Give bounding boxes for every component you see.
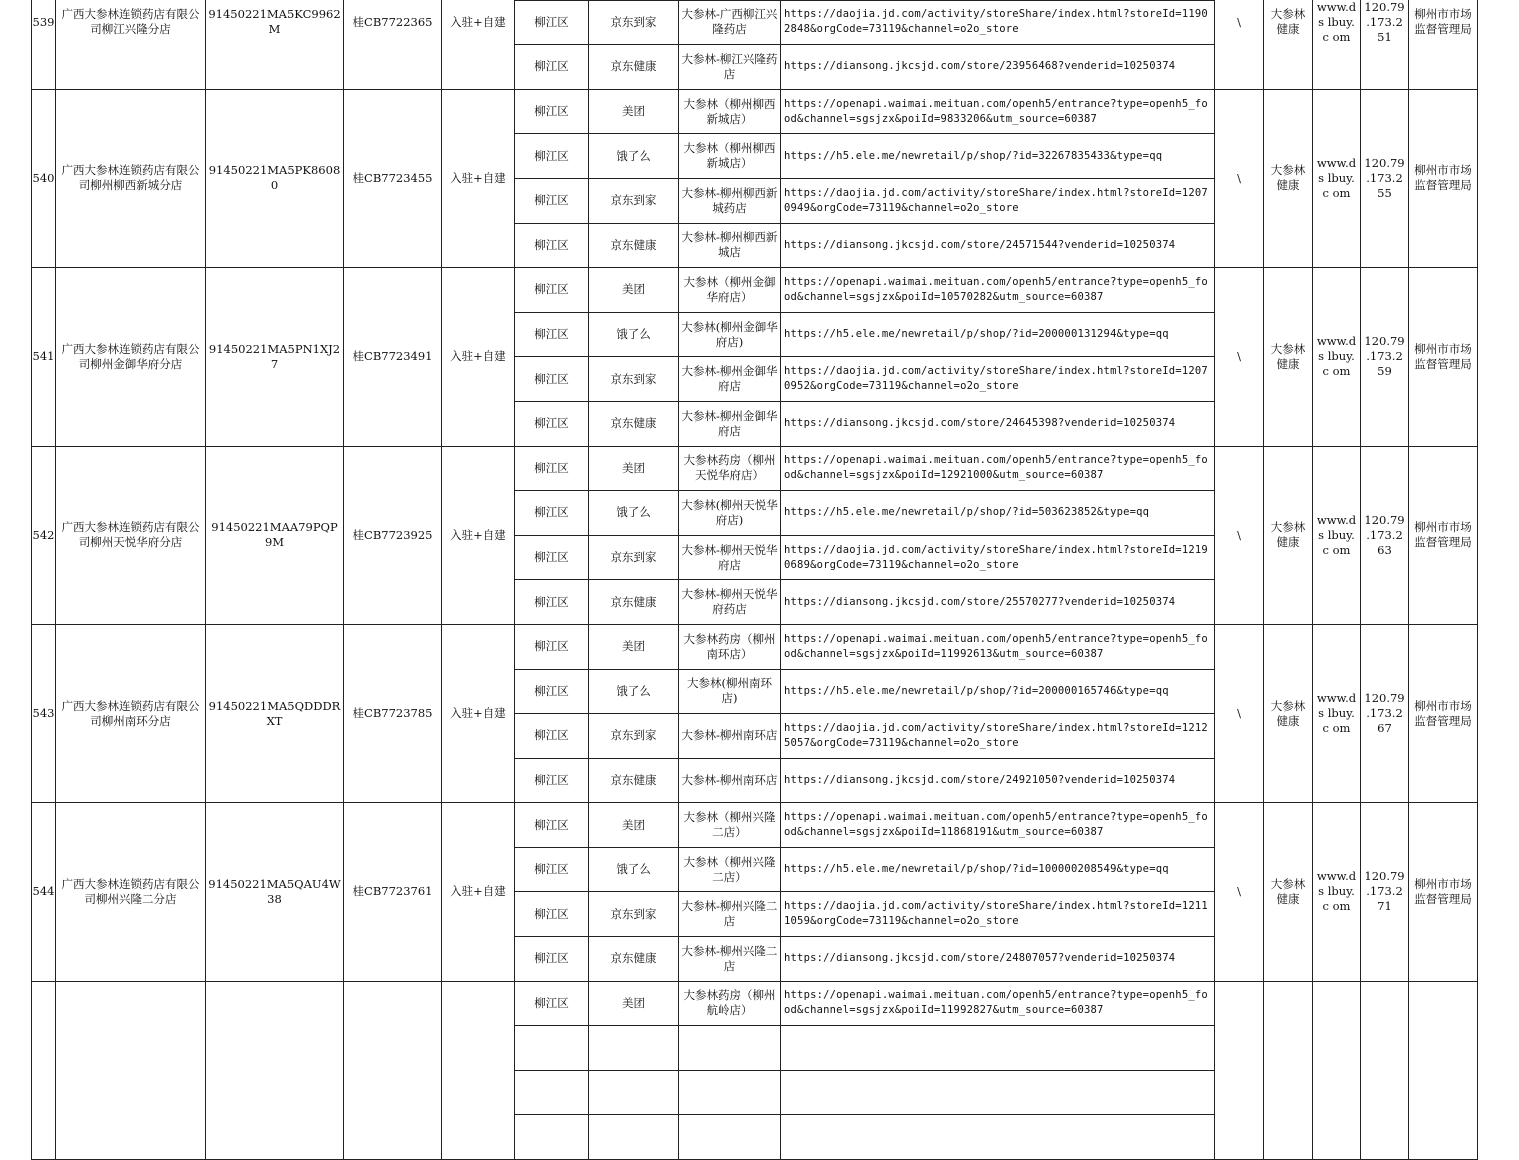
ip-address-cell: 120.79 .173.2 63 [1361, 446, 1409, 624]
store-name-cell: 大参林-柳江兴隆药店 [679, 45, 781, 90]
platform-cell: 饿了么 [589, 669, 679, 714]
district-cell: 柳江区 [515, 714, 589, 759]
store-name-cell: 大参林（柳州兴隆二店） [679, 847, 781, 892]
platform-cell: 京东健康 [589, 45, 679, 90]
credit-code-cell: 91450221MA5PK86080 [206, 89, 344, 267]
store-url-cell: https://daojia.jd.com/activity/storeShare/index.html?storeId=11902848&orgCode=73119&channel=o2o_store [781, 0, 1215, 45]
district-cell: 柳江区 [515, 89, 589, 134]
authority-cell: 柳州市市场监督管理局 [1409, 624, 1478, 802]
website-cell: www.ds lbuy.c om [1313, 89, 1361, 267]
platform-cell: 饿了么 [589, 134, 679, 179]
brand-cell: 大参林健康 [1264, 268, 1313, 446]
store-name-cell: 大参林(柳州南环店) [679, 669, 781, 714]
ip-address-cell [1361, 981, 1409, 1159]
store-name-cell: 大参林-柳州天悦华府药店 [679, 580, 781, 625]
store-url-cell: https://diansong.jkcsjd.com/store/24571544?venderid=10250374 [781, 223, 1215, 268]
district-cell: 柳江区 [515, 223, 589, 268]
license-number-cell: 桂CB7723925 [344, 446, 442, 624]
app-cell [1215, 981, 1264, 1159]
table-row [32, 981, 1478, 1026]
store-name-cell: 大参林(柳州金御华府店) [679, 312, 781, 357]
company-name-cell: 广西大参林连锁药店有限公司柳江兴隆分店 [56, 0, 206, 89]
credit-code-cell: 91450221MA5QDDDRXT [206, 624, 344, 802]
license-number-cell: 桂CB7723491 [344, 268, 442, 446]
store-url-cell: https://openapi.waimai.meituan.com/openh5/entrance?type=openh5_food&channel=sgsjzx&poiId=11868191&utm_source=60387 [781, 803, 1215, 848]
company-name-cell: 广西大参林连锁药店有限公司柳州天悦华府分店 [56, 446, 206, 624]
ip-address-cell: 120.79 .173.2 55 [1361, 89, 1409, 267]
platform-cell [589, 1115, 679, 1160]
store-url-cell: https://daojia.jd.com/activity/storeShare/index.html?storeId=12125057&orgCode=73119&channel=o2o_store [781, 714, 1215, 759]
row-number-cell [32, 981, 56, 1159]
platform-cell [589, 1070, 679, 1115]
platform-cell: 美团 [589, 803, 679, 848]
district-cell: 柳江区 [515, 357, 589, 402]
table-row [32, 446, 1478, 491]
store-url-cell: https://openapi.waimai.meituan.com/openh5/entrance?type=openh5_food&channel=sgsjzx&poiId=11992613&utm_source=60387 [781, 624, 1215, 669]
website-cell: www.ds lbuy.c om [1313, 624, 1361, 802]
company-name-cell: 广西大参林连锁药店有限公司柳州兴隆二分店 [56, 803, 206, 981]
store-name-cell: 大参林(柳州天悦华府店) [679, 491, 781, 536]
website-cell: www.ds lbuy.c om [1313, 803, 1361, 981]
pharmacy-listing-table [31, 0, 1478, 1160]
platform-cell: 美团 [589, 446, 679, 491]
license-number-cell: 桂CB7723761 [344, 803, 442, 981]
store-name-cell: 大参林-柳州柳西新城店 [679, 223, 781, 268]
app-cell: \ [1215, 89, 1264, 267]
store-name-cell [679, 1026, 781, 1071]
platform-cell: 饿了么 [589, 491, 679, 536]
store-url-cell [781, 1070, 1215, 1115]
district-cell: 柳江区 [515, 535, 589, 580]
district-cell: 柳江区 [515, 937, 589, 982]
company-name-cell: 广西大参林连锁药店有限公司柳州南环分店 [56, 624, 206, 802]
platform-cell: 饿了么 [589, 312, 679, 357]
table-row [32, 268, 1478, 313]
company-name-cell: 广西大参林连锁药店有限公司柳州金御华府分店 [56, 268, 206, 446]
store-url-cell [781, 1115, 1215, 1160]
store-url-cell: https://h5.ele.me/newretail/p/shop/?id=503623852&type=qq [781, 491, 1215, 536]
store-url-cell: https://h5.ele.me/newretail/p/shop/?id=200000131294&type=qq [781, 312, 1215, 357]
license-number-cell [344, 981, 442, 1159]
district-cell: 柳江区 [515, 847, 589, 892]
store-name-cell: 大参林-柳州兴隆二店 [679, 937, 781, 982]
brand-cell: 大参林健康 [1264, 446, 1313, 624]
platform-cell: 京东健康 [589, 401, 679, 446]
table-row [32, 89, 1478, 134]
ip-address-cell: 120.79 .173.2 71 [1361, 803, 1409, 981]
district-cell [515, 1070, 589, 1115]
platform-cell: 京东到家 [589, 178, 679, 223]
store-url-cell: https://openapi.waimai.meituan.com/openh5/entrance?type=openh5_food&channel=sgsjzx&poiId=11992827&utm_source=60387 [781, 981, 1215, 1026]
store-url-cell: https://openapi.waimai.meituan.com/openh5/entrance?type=openh5_food&channel=sgsjzx&poiId=9833206&utm_source=60387 [781, 89, 1215, 134]
store-name-cell: 大参林-广西柳江兴隆药店 [679, 0, 781, 45]
credit-code-cell: 91450221MA5PN1XJ27 [206, 268, 344, 446]
district-cell: 柳江区 [515, 0, 589, 45]
app-cell: \ [1215, 268, 1264, 446]
district-cell: 柳江区 [515, 803, 589, 848]
store-name-cell: 大参林（柳州柳西新城店） [679, 89, 781, 134]
row-number-cell: 542 [32, 446, 56, 624]
store-name-cell: 大参林-柳州兴隆二店 [679, 892, 781, 937]
app-cell: \ [1215, 624, 1264, 802]
operation-mode-cell: 入驻+自建 [442, 268, 515, 446]
store-name-cell: 大参林药房（柳州南环店） [679, 624, 781, 669]
store-url-cell: https://daojia.jd.com/activity/storeShare/index.html?storeId=12111059&orgCode=73119&channel=o2o_store [781, 892, 1215, 937]
store-name-cell: 大参林-柳州天悦华府店 [679, 535, 781, 580]
store-url-cell: https://diansong.jkcsjd.com/store/24645398?venderid=10250374 [781, 401, 1215, 446]
district-cell: 柳江区 [515, 45, 589, 90]
brand-cell: 大参林健康 [1264, 0, 1313, 89]
website-cell: www.ds lbuy.c om [1313, 268, 1361, 446]
store-name-cell: 大参林药房（柳州天悦华府店） [679, 446, 781, 491]
district-cell: 柳江区 [515, 134, 589, 179]
store-url-cell: https://daojia.jd.com/activity/storeShare/index.html?storeId=12070952&orgCode=73119&channel=o2o_store [781, 357, 1215, 402]
store-name-cell: 大参林-柳州南环店 [679, 714, 781, 759]
app-cell: \ [1215, 446, 1264, 624]
platform-cell: 美团 [589, 981, 679, 1026]
authority-cell [1409, 981, 1478, 1159]
operation-mode-cell: 入驻+自建 [442, 446, 515, 624]
license-number-cell: 桂CB7722365 [344, 0, 442, 89]
store-url-cell: https://diansong.jkcsjd.com/store/23956468?venderid=10250374 [781, 45, 1215, 90]
platform-cell: 京东到家 [589, 357, 679, 402]
row-number-cell: 544 [32, 803, 56, 981]
website-cell: www.ds lbuy.c om [1313, 446, 1361, 624]
table-row [32, 624, 1478, 669]
ip-address-cell: 120.79 .173.2 67 [1361, 624, 1409, 802]
store-url-cell: https://openapi.waimai.meituan.com/openh5/entrance?type=openh5_food&channel=sgsjzx&poiId=12921000&utm_source=60387 [781, 446, 1215, 491]
operation-mode-cell [442, 981, 515, 1159]
app-cell: \ [1215, 0, 1264, 89]
district-cell: 柳江区 [515, 892, 589, 937]
row-number-cell: 540 [32, 89, 56, 267]
district-cell [515, 1115, 589, 1160]
district-cell: 柳江区 [515, 178, 589, 223]
platform-cell: 京东到家 [589, 892, 679, 937]
row-number-cell: 543 [32, 624, 56, 802]
authority-cell: 柳州市市场监督管理局 [1409, 89, 1478, 267]
district-cell: 柳江区 [515, 624, 589, 669]
authority-cell: 柳州市市场监督管理局 [1409, 268, 1478, 446]
store-name-cell: 大参林（柳州金御华府店） [679, 268, 781, 313]
operation-mode-cell: 入驻+自建 [442, 803, 515, 981]
brand-cell [1264, 981, 1313, 1159]
store-name-cell: 大参林药房（柳州航岭店） [679, 981, 781, 1026]
store-url-cell: https://daojia.jd.com/activity/storeShare/index.html?storeId=12190689&orgCode=73119&channel=o2o_store [781, 535, 1215, 580]
store-name-cell: 大参林-柳州金御华府店 [679, 357, 781, 402]
brand-cell: 大参林健康 [1264, 624, 1313, 802]
row-number-cell: 541 [32, 268, 56, 446]
platform-cell: 京东到家 [589, 535, 679, 580]
platform-cell: 京东健康 [589, 758, 679, 803]
district-cell: 柳江区 [515, 446, 589, 491]
company-name-cell: 广西大参林连锁药店有限公司柳州柳西新城分店 [56, 89, 206, 267]
brand-cell: 大参林健康 [1264, 803, 1313, 981]
table-row [32, 803, 1478, 848]
operation-mode-cell: 入驻+自建 [442, 0, 515, 89]
platform-cell: 京东健康 [589, 937, 679, 982]
credit-code-cell: 91450221MA5KC9962M [206, 0, 344, 89]
store-url-cell: https://openapi.waimai.meituan.com/openh5/entrance?type=openh5_food&channel=sgsjzx&poiId=10570282&utm_source=60387 [781, 268, 1215, 313]
license-number-cell: 桂CB7723785 [344, 624, 442, 802]
license-number-cell: 桂CB7723455 [344, 89, 442, 267]
store-url-cell [781, 1026, 1215, 1071]
platform-cell: 京东到家 [589, 714, 679, 759]
authority-cell: 柳州市市场监督管理局 [1409, 803, 1478, 981]
district-cell: 柳江区 [515, 312, 589, 357]
row-number-cell: 539 [32, 0, 56, 89]
platform-cell [589, 1026, 679, 1071]
store-name-cell: 大参林-柳州金御华府店 [679, 401, 781, 446]
platform-cell: 美团 [589, 89, 679, 134]
store-url-cell: https://diansong.jkcsjd.com/store/24921050?venderid=10250374 [781, 758, 1215, 803]
district-cell: 柳江区 [515, 981, 589, 1026]
district-cell: 柳江区 [515, 401, 589, 446]
district-cell: 柳江区 [515, 758, 589, 803]
store-name-cell [679, 1070, 781, 1115]
district-cell: 柳江区 [515, 491, 589, 536]
store-url-cell: https://diansong.jkcsjd.com/store/25570277?venderid=10250374 [781, 580, 1215, 625]
website-cell: www.ds lbuy.c om [1313, 0, 1361, 89]
operation-mode-cell: 入驻+自建 [442, 89, 515, 267]
brand-cell: 大参林健康 [1264, 89, 1313, 267]
store-url-cell: https://daojia.jd.com/activity/storeShare/index.html?storeId=12070949&orgCode=73119&channel=o2o_store [781, 178, 1215, 223]
store-url-cell: https://h5.ele.me/newretail/p/shop/?id=200000165746&type=qq [781, 669, 1215, 714]
store-name-cell: 大参林（柳州柳西新城店） [679, 134, 781, 179]
store-name-cell: 大参林（柳州兴隆二店） [679, 803, 781, 848]
credit-code-cell: 91450221MA5QAU4W38 [206, 803, 344, 981]
platform-cell: 京东到家 [589, 0, 679, 45]
website-cell [1313, 981, 1361, 1159]
ip-address-cell: 120.79 .173.2 51 [1361, 0, 1409, 89]
credit-code-cell [206, 981, 344, 1159]
district-cell [515, 1026, 589, 1071]
store-name-cell: 大参林-柳州柳西新城药店 [679, 178, 781, 223]
app-cell: \ [1215, 803, 1264, 981]
authority-cell: 柳州市市场监督管理局 [1409, 0, 1478, 89]
store-name-cell [679, 1115, 781, 1160]
credit-code-cell: 91450221MAA79PQP9M [206, 446, 344, 624]
platform-cell: 美团 [589, 624, 679, 669]
company-name-cell [56, 981, 206, 1159]
authority-cell: 柳州市市场监督管理局 [1409, 446, 1478, 624]
store-url-cell: https://h5.ele.me/newretail/p/shop/?id=32267835433&type=qq [781, 134, 1215, 179]
district-cell: 柳江区 [515, 669, 589, 714]
store-url-cell: https://h5.ele.me/newretail/p/shop/?id=100000208549&type=qq [781, 847, 1215, 892]
ip-address-cell: 120.79 .173.2 59 [1361, 268, 1409, 446]
platform-cell: 京东健康 [589, 580, 679, 625]
store-url-cell: https://diansong.jkcsjd.com/store/24807057?venderid=10250374 [781, 937, 1215, 982]
platform-cell: 美团 [589, 268, 679, 313]
platform-cell: 京东健康 [589, 223, 679, 268]
district-cell: 柳江区 [515, 580, 589, 625]
district-cell: 柳江区 [515, 268, 589, 313]
platform-cell: 饿了么 [589, 847, 679, 892]
operation-mode-cell: 入驻+自建 [442, 624, 515, 802]
store-name-cell: 大参林-柳州南环店 [679, 758, 781, 803]
